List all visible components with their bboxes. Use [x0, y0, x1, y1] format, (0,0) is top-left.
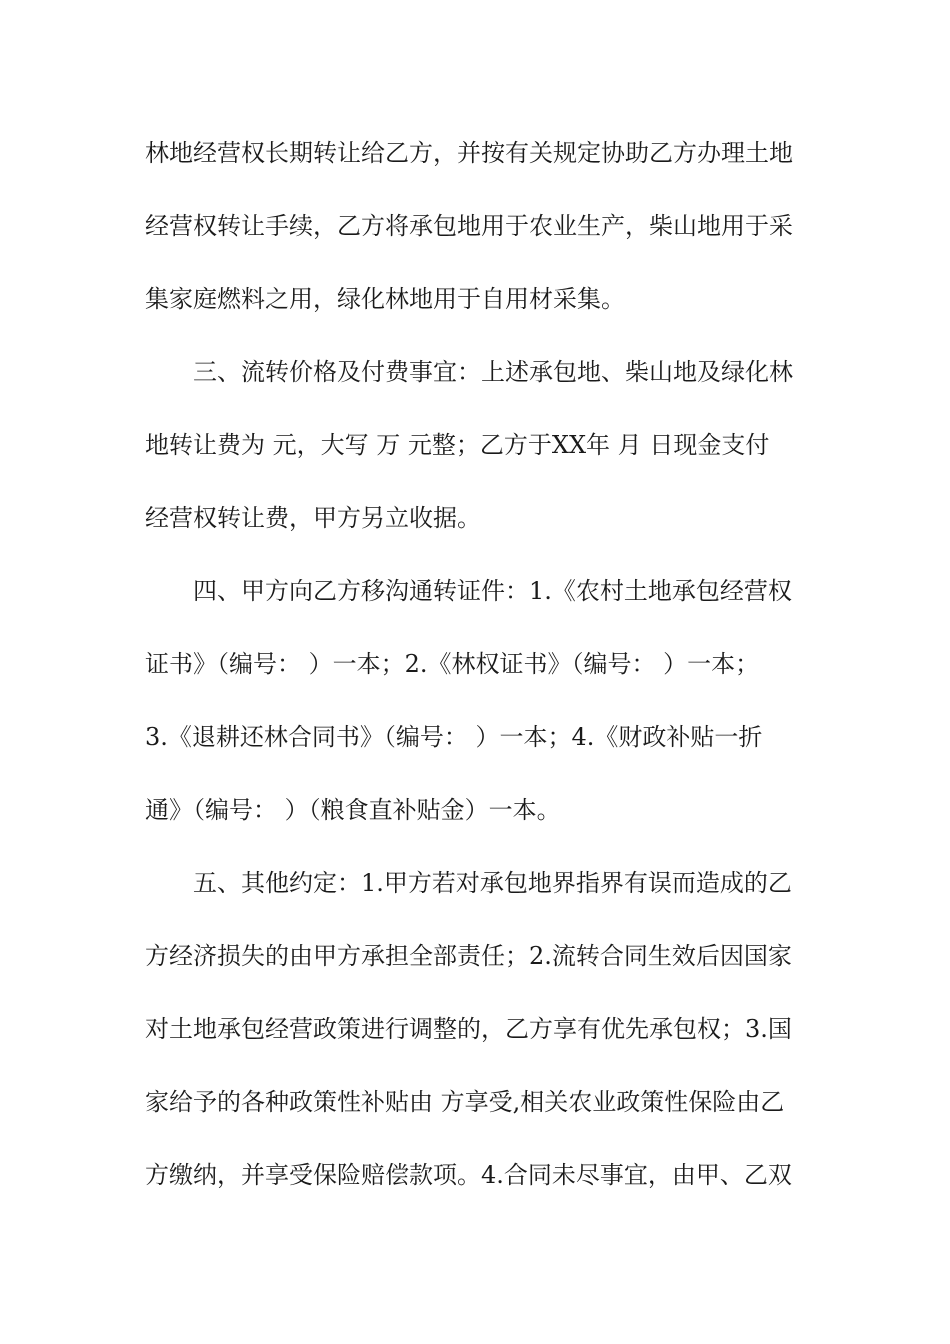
text-line: 方经济损失的由甲方承担全部责任；2.流转合同生效后因国家	[145, 942, 792, 970]
text-line: 集家庭燃料之用，绿化林地用于自用材采集。	[145, 285, 625, 313]
section-three-heading-line: 三、流转价格及付费事宜：上述承包地、柴山地及绿化林	[193, 358, 793, 386]
section-four-heading-line: 四、甲方向乙方移沟通转证件：1.《农村土地承包经营权	[193, 577, 792, 605]
text-line: 3.《退耕还林合同书》（编号： ）一本；4.《财政补贴一折	[145, 723, 763, 751]
text-line: 林地经营权长期转让给乙方，并按有关规定协助乙方办理土地	[145, 139, 793, 167]
text-line: 经营权转让费，甲方另立收据。	[145, 504, 481, 532]
text-line: 通》（编号： ）（粮食直补贴金）一本。	[145, 796, 561, 824]
document-body	[145, 128, 815, 1223]
text-line: 地转让费为 元，大写 万 元整；乙方于XX年 月 日现金支付	[145, 431, 770, 459]
text-line: 方缴纳，并享受保险赔偿款项。4.合同未尽事宜，由甲、乙双	[145, 1161, 792, 1189]
section-five-heading-line: 五、其他约定：1.甲方若对承包地界指界有误而造成的乙	[193, 869, 792, 897]
text-line: 经营权转让手续，乙方将承包地用于农业生产，柴山地用于采	[145, 212, 793, 240]
text-line: 对土地承包经营政策进行调整的，乙方享有优先承包权；3.国	[145, 1015, 792, 1043]
text-line: 证书》（编号： ）一本；2.《林权证书》（编号： ）一本；	[145, 650, 760, 678]
text-line: 家给予的各种政策性补贴由 方享受,相关农业政策性保险由乙	[145, 1088, 785, 1116]
